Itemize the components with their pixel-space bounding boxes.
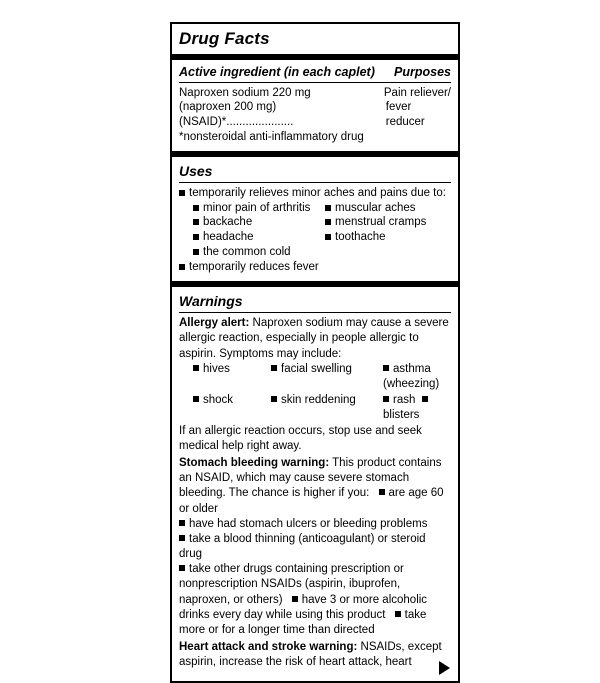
allergy-alert-text: Naproxen sodium may cause a severe allergic reaction, especially in people allergic to aspirin. Symptoms may include: bbox=[179, 317, 449, 360]
risk-item-label: have 3 or more alcoholic drinks every day while using this product bbox=[179, 593, 428, 621]
uses-item bbox=[325, 230, 451, 245]
square-bullet-icon bbox=[271, 396, 277, 402]
square-bullet-icon bbox=[325, 219, 331, 225]
risk-item-label: take other drugs containing prescription or nonprescription NSAIDs (aspirin, ibuprofen, naproxen, or others) bbox=[179, 563, 404, 606]
active-ingredient-section bbox=[172, 60, 458, 151]
uses-item-label: minor pain of arthritis bbox=[203, 201, 311, 214]
square-bullet-icon bbox=[193, 249, 199, 255]
continuation-arrow-icon bbox=[439, 661, 450, 675]
symptom-item bbox=[383, 393, 451, 424]
symptom-row bbox=[193, 362, 451, 393]
uses-item-label: muscular aches bbox=[335, 201, 416, 214]
square-bullet-icon bbox=[179, 520, 185, 526]
symptom-label: asthma (wheezing) bbox=[383, 362, 440, 391]
uses-section bbox=[172, 157, 458, 282]
uses-intro: temporarily relieves minor aches and pains due to: bbox=[189, 186, 446, 199]
square-bullet-icon bbox=[179, 565, 185, 571]
uses-item bbox=[193, 201, 325, 216]
square-bullet-icon bbox=[325, 234, 331, 240]
uses-row-filler bbox=[325, 245, 451, 260]
risk-item bbox=[179, 562, 451, 638]
heart-attack-block bbox=[179, 640, 451, 670]
symptom-item bbox=[383, 362, 451, 393]
allergy-action-text: If an allergic reaction occurs, stop use and seek medical help right away. bbox=[179, 424, 422, 452]
square-bullet-icon bbox=[383, 396, 389, 402]
symptom-row bbox=[193, 393, 451, 424]
square-bullet-icon bbox=[422, 396, 428, 402]
allergy-symptoms-list bbox=[193, 362, 451, 424]
drug-facts-panel bbox=[170, 22, 460, 683]
uses-item bbox=[193, 245, 325, 260]
risk-item bbox=[179, 532, 451, 562]
risk-item-label: have had stomach ulcers or bleeding problems bbox=[189, 517, 428, 530]
symptom-label: facial swelling bbox=[281, 362, 352, 375]
symptom-label: hives bbox=[203, 362, 230, 375]
square-bullet-icon bbox=[193, 396, 199, 402]
allergy-alert-block bbox=[179, 316, 451, 362]
uses-row bbox=[193, 230, 451, 245]
uses-item bbox=[193, 230, 325, 245]
square-bullet-icon bbox=[395, 611, 401, 617]
square-bullet-icon bbox=[193, 234, 199, 240]
uses-item-label: headache bbox=[203, 231, 254, 244]
square-bullet-icon bbox=[179, 264, 185, 270]
symptom-label: rash bbox=[393, 393, 416, 406]
uses-item-label: backache bbox=[203, 216, 253, 229]
purpose-2: fever reducer bbox=[385, 101, 425, 129]
active-ingredient-line-2 bbox=[179, 100, 451, 129]
risk-item-label: take more or for a longer time than directed bbox=[179, 608, 427, 636]
active-ingredient-name: Naproxen sodium 220 mg bbox=[179, 86, 311, 99]
symptom-item bbox=[271, 362, 383, 393]
stomach-bleeding-label: Stomach bleeding warning: bbox=[179, 457, 330, 470]
square-bullet-icon bbox=[193, 205, 199, 211]
uses-closing: temporarily reduces fever bbox=[189, 261, 319, 274]
square-bullet-icon bbox=[193, 219, 199, 225]
risk-item bbox=[179, 517, 451, 532]
risk-item-first: are age 60 or older bbox=[179, 487, 444, 515]
allergy-alert-label: Allergy alert: bbox=[179, 317, 250, 330]
uses-closing-line bbox=[179, 260, 451, 275]
symptom-item bbox=[193, 393, 271, 424]
divider-thin-2 bbox=[179, 182, 451, 183]
square-bullet-icon bbox=[379, 489, 385, 495]
active-ingredient-detail: (naproxen 200 mg) (NSAID)*..................... bbox=[179, 101, 294, 129]
square-bullet-icon bbox=[193, 365, 199, 371]
uses-item-label: toothache bbox=[335, 231, 386, 244]
square-bullet-icon bbox=[292, 596, 298, 602]
uses-item-label: the common cold bbox=[203, 246, 291, 259]
stomach-bleeding-block bbox=[179, 456, 451, 517]
uses-row bbox=[193, 201, 451, 216]
uses-item bbox=[193, 215, 325, 230]
active-ingredient-line-1 bbox=[179, 86, 451, 101]
uses-heading: Uses bbox=[179, 162, 213, 179]
symptom-label: blisters bbox=[383, 409, 420, 422]
warnings-heading: Warnings bbox=[179, 293, 243, 310]
square-bullet-icon bbox=[271, 365, 277, 371]
purposes-heading: Purposes bbox=[394, 64, 451, 79]
square-bullet-icon bbox=[383, 365, 389, 371]
divider-thin-3 bbox=[179, 312, 451, 313]
risk-item-label: take a blood thinning (anticoagulant) or steroid drug bbox=[179, 532, 426, 561]
divider-thin-1 bbox=[179, 82, 451, 83]
page-title: Drug Facts bbox=[179, 29, 270, 48]
uses-row bbox=[193, 245, 451, 260]
uses-item bbox=[325, 201, 451, 216]
active-ingredient-heading: Active ingredient (in each caplet) bbox=[179, 64, 375, 79]
symptom-label: shock bbox=[203, 393, 234, 406]
square-bullet-icon bbox=[325, 205, 331, 211]
title-section bbox=[172, 24, 458, 54]
active-ingredient-heading-row bbox=[179, 65, 451, 79]
uses-item bbox=[325, 215, 451, 230]
heart-attack-label: Heart attack and stroke warning: bbox=[179, 641, 358, 654]
warnings-section bbox=[172, 287, 458, 680]
nsaid-footnote: *nonsteroidal anti-inflammatory drug bbox=[179, 130, 364, 143]
symptom-label: skin reddening bbox=[281, 393, 356, 406]
symptom-item bbox=[271, 393, 383, 424]
uses-item-label: menstrual cramps bbox=[335, 216, 427, 229]
heart-attack-text: NSAIDs, except aspirin, increase the risk of heart attack, heart bbox=[179, 641, 442, 669]
stomach-bleeding-text: This product contains an NSAID, which may cause severe stomach bleeding. The chance is higher if you: bbox=[179, 457, 442, 500]
uses-list bbox=[193, 201, 451, 261]
uses-intro-line bbox=[179, 186, 451, 201]
purpose-1: Pain reliever/ bbox=[383, 86, 451, 99]
square-bullet-icon bbox=[179, 190, 185, 196]
square-bullet-icon bbox=[179, 535, 185, 541]
symptom-item bbox=[193, 362, 271, 393]
uses-row bbox=[193, 215, 451, 230]
